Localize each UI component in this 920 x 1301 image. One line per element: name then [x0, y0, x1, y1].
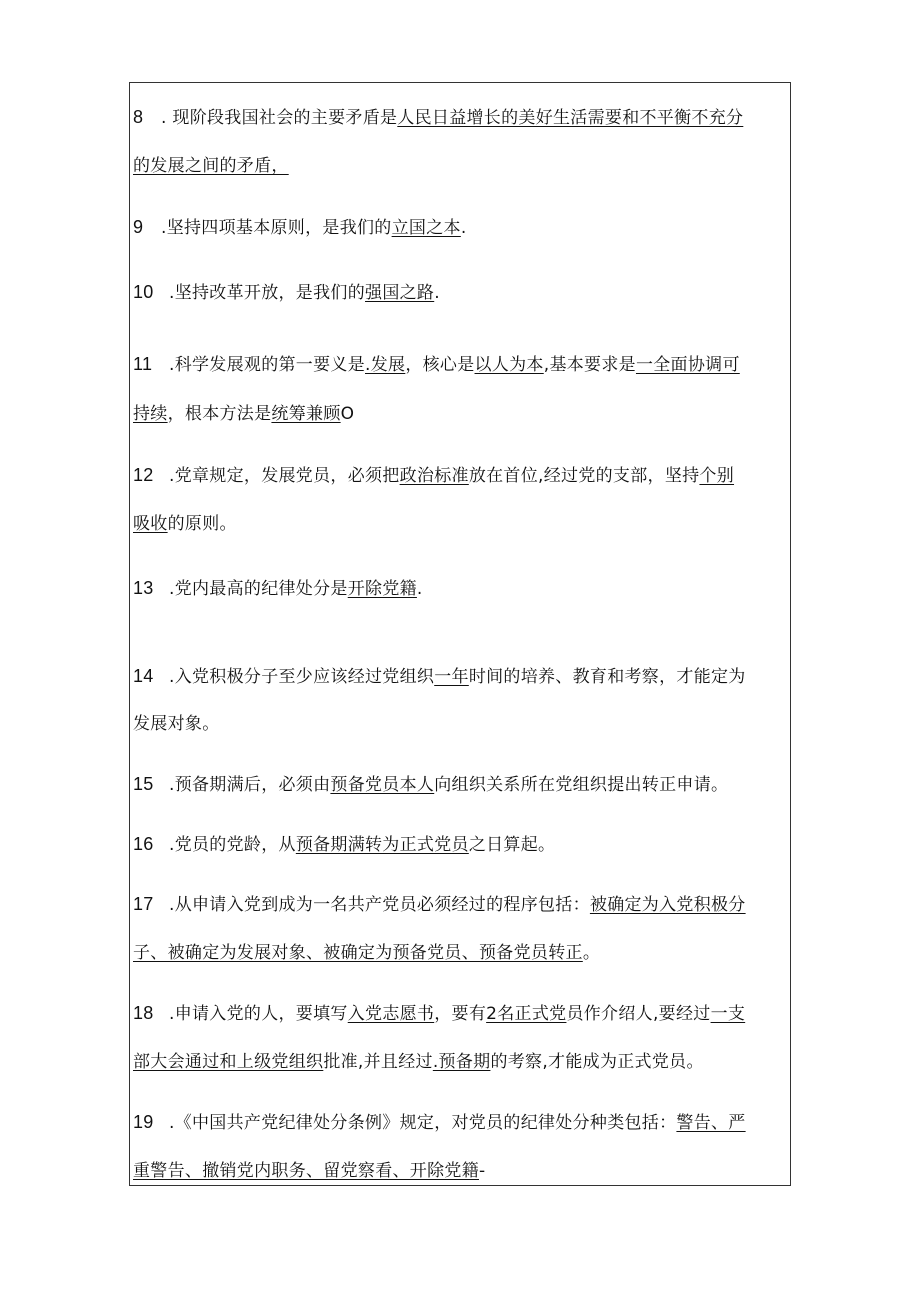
item-number: 16 — [133, 834, 154, 854]
item-text: O — [340, 404, 355, 424]
item-16-line-1 — [133, 833, 555, 856]
answer-text: 2名正式党 — [486, 1004, 567, 1024]
item-number: 13 — [133, 578, 154, 598]
item-9-line-1 — [133, 216, 467, 239]
answer-text: 吸收 — [133, 514, 168, 534]
item-number: 19 — [133, 1112, 154, 1132]
answer-text: 一年 — [434, 667, 469, 687]
item-text: .从申请入党到成为一名共产党员必须经过的程序包括： — [169, 895, 590, 915]
item-text: .坚持改革开放，是我们的 — [169, 283, 366, 303]
item-14-line-2 — [133, 713, 220, 735]
item-text: .《中国共产党纪律处分条例》规定，对党员的纪律处分种类包括： — [169, 1113, 677, 1133]
item-text: 的考察,才能成为正式党员。 — [490, 1052, 704, 1072]
item-text: .坚持四项基本原则，是我们的 — [161, 218, 392, 238]
answer-text: 子、被确定为发展对象、被确定为预备党员、预备党员转正 — [133, 943, 583, 963]
item-number: 12 — [133, 465, 154, 485]
item-text: .党内最高的纪律处分是 — [169, 579, 348, 599]
item-number: 11 — [133, 354, 153, 374]
item-text: ,基本要求是 — [543, 355, 636, 375]
answer-text: 部大会通过和上级党组织 — [133, 1052, 324, 1072]
answer-text: 人民日益增长的美好生活需要和不平衡不充分 — [397, 108, 744, 128]
item-text: . — [434, 283, 440, 303]
item-18-line-2 — [133, 1051, 704, 1073]
item-12-line-2 — [133, 513, 237, 535]
item-number: 18 — [133, 1003, 154, 1023]
item-17-line-1 — [133, 893, 746, 916]
item-18-line-1 — [133, 1002, 745, 1025]
item-12-line-1 — [133, 464, 734, 487]
answer-text: 以人为本 — [474, 355, 544, 375]
item-number: 10 — [133, 282, 154, 302]
item-10-line-1 — [133, 281, 440, 304]
item-11-line-1 — [133, 353, 740, 376]
answer-text: 开除党籍 — [347, 579, 417, 599]
answer-text: .预备期 — [432, 1052, 491, 1072]
item-14-line-1 — [133, 665, 746, 688]
answer-text: 预备期满转为正式党员 — [295, 835, 469, 855]
item-19-line-2 — [133, 1160, 485, 1182]
answer-text: .发展 — [365, 355, 406, 375]
item-text: . — [416, 579, 423, 599]
item-13-line-1 — [133, 577, 423, 600]
answer-text: 被确定为入党积极分 — [589, 895, 746, 915]
item-text: - — [479, 1161, 486, 1181]
answer-text: 一支 — [710, 1004, 746, 1024]
item-text: 的原则。 — [167, 514, 237, 534]
item-text: 向组织关系所在党组织提出转正申请。 — [434, 775, 729, 795]
item-8-line-2 — [133, 155, 289, 177]
item-text: .申请入党的人，要填写 — [169, 1004, 348, 1024]
item-text: .党章规定，发展党员，必须把 — [169, 466, 400, 486]
answer-text: 统筹兼顾 — [271, 404, 341, 424]
item-text: 。 — [582, 943, 601, 963]
answer-text: 入党志愿书 — [347, 1004, 435, 1024]
answer-text: 重警告、撤销党内职务、留党察看、开除党籍 — [133, 1161, 479, 1181]
item-17-line-2 — [133, 942, 600, 964]
item-text: .入党积极分子至少应该经过党组织 — [169, 667, 435, 687]
item-text: 之日算起。 — [468, 835, 556, 855]
item-text: 放在首位,经过党的支部，坚持 — [468, 466, 700, 486]
item-text: .预备期满后，必须由 — [169, 775, 331, 795]
answer-text: 警告、严 — [676, 1113, 746, 1133]
item-11-line-2 — [133, 403, 354, 425]
item-8-line-1 — [133, 106, 743, 129]
answer-text: 的发展之间的矛盾， — [133, 156, 289, 176]
answer-text: 政治标准 — [399, 466, 469, 486]
answer-text: 立国之本 — [391, 218, 461, 238]
item-number: 8 — [133, 107, 144, 127]
item-text: ，核心是 — [405, 355, 475, 375]
item-number: 9 — [133, 217, 144, 237]
item-number: 15 — [133, 774, 154, 794]
answer-text: 预备党员本人 — [330, 775, 435, 795]
item-text: ，要有 — [434, 1004, 487, 1024]
answer-text: 强国之路 — [365, 283, 435, 303]
item-text: 员作介绍人,要经过 — [566, 1004, 711, 1024]
item-number: 14 — [133, 666, 154, 686]
item-text: . — [460, 218, 467, 238]
answer-text: 个别 — [699, 466, 735, 486]
item-text: 发展对象。 — [133, 714, 220, 734]
item-15-line-1 — [133, 773, 728, 796]
item-text: ，根本方法是 — [167, 404, 272, 424]
answer-text: 持续 — [133, 404, 168, 424]
item-text: . 现阶段我国社会的主要矛盾是 — [161, 108, 398, 128]
item-text: .党员的党龄，从 — [169, 835, 296, 855]
item-text: .科学发展观的第一要义是 — [169, 355, 366, 375]
answer-text: 一全面协调可 — [635, 355, 740, 375]
item-19-line-1 — [133, 1111, 746, 1134]
item-text: 时间的培养、教育和考察，才能定为 — [468, 667, 746, 687]
item-number: 17 — [133, 894, 154, 914]
item-text: 批准,并且经过 — [323, 1052, 433, 1072]
